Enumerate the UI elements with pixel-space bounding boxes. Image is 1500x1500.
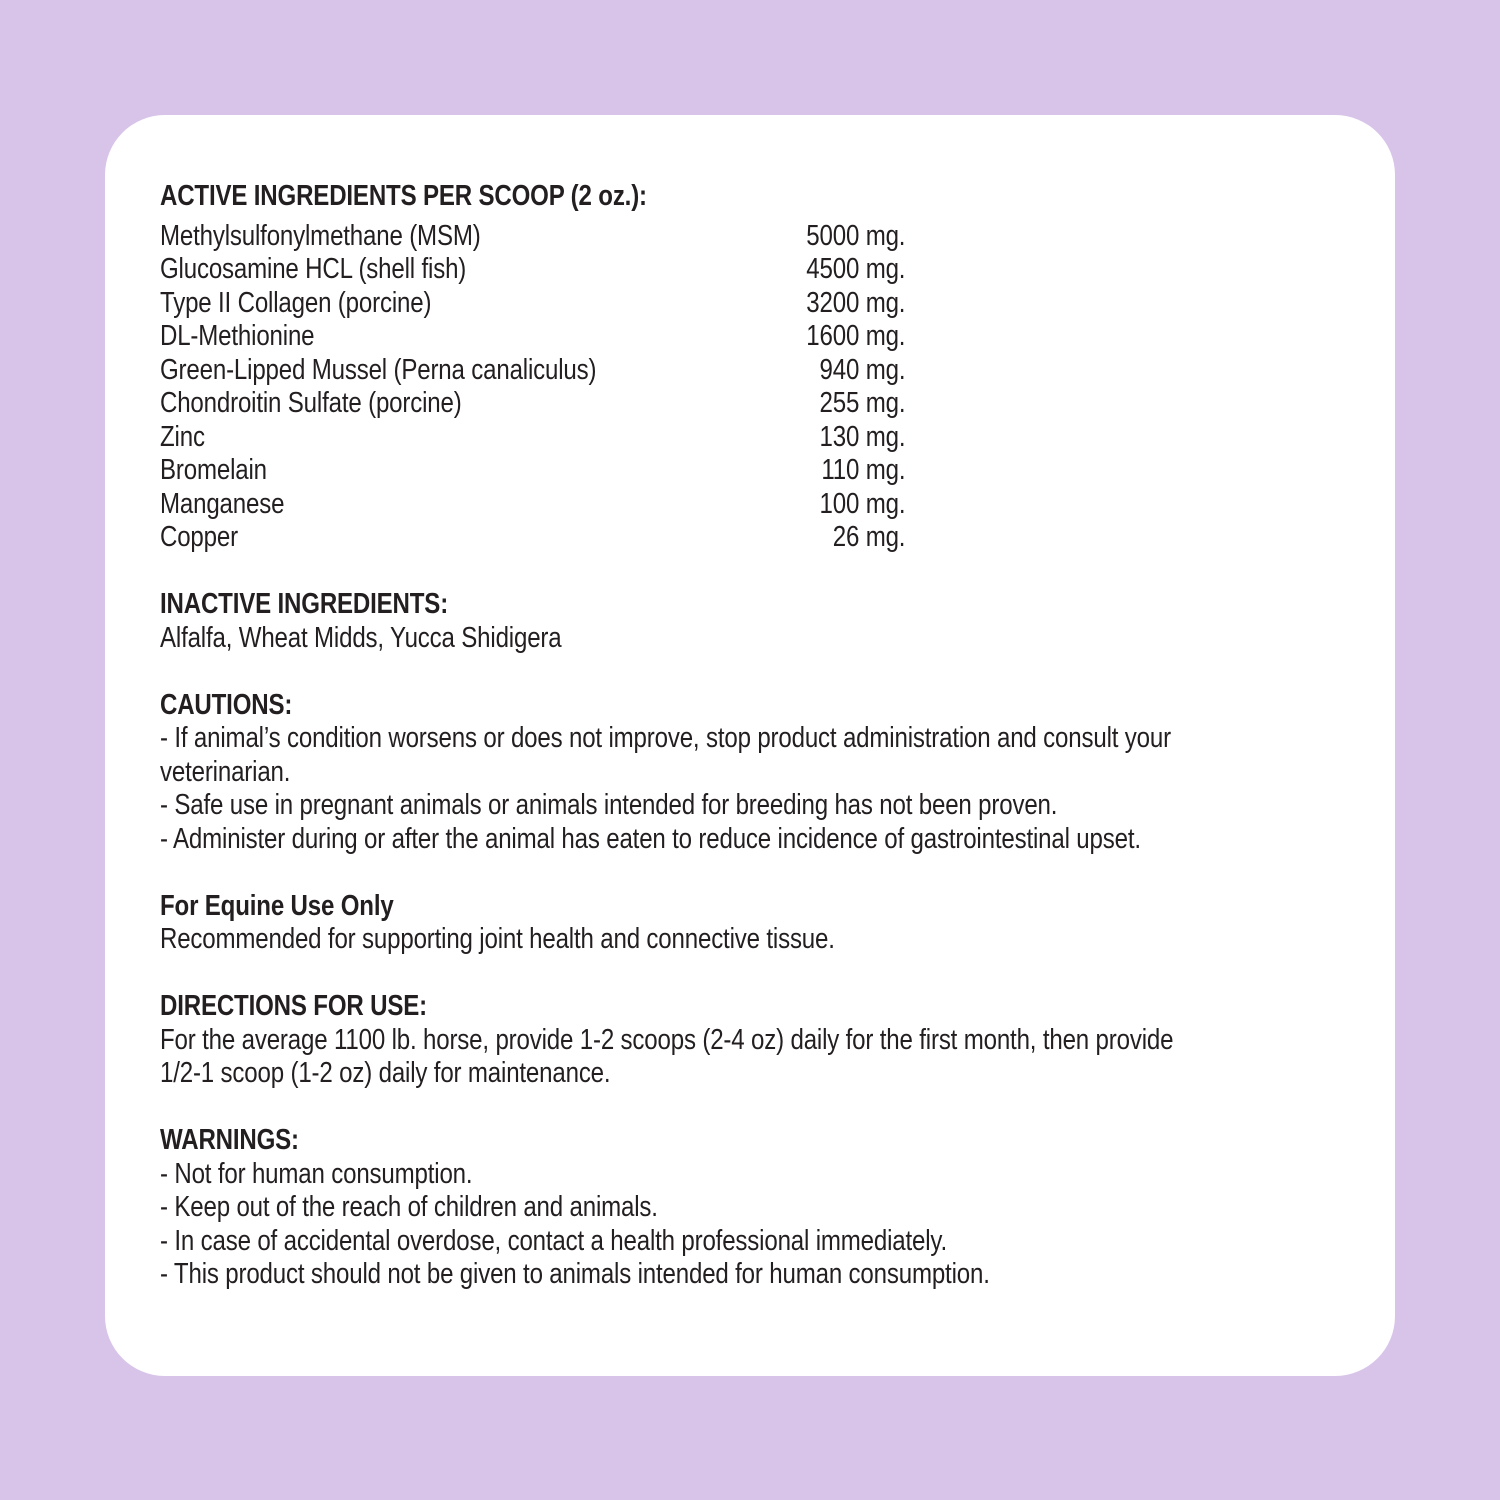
ingredient-name: Glucosamine HCL (shell fish) [160, 253, 467, 285]
ingredient-amount: 255 mg. [819, 387, 906, 419]
ingredient-name: Copper [160, 521, 238, 553]
warning-line: - In case of accidental overdose, contact a health professional immediately. [160, 1224, 948, 1257]
label-content [160, 180, 1355, 1292]
inactive-ingredients-heading: INACTIVE INGREDIENTS: [160, 588, 449, 620]
directions-line: For the average 1100 lb. horse, provide 1-2 scoops (2-4 oz) daily for the first month, then provide [160, 1023, 1174, 1056]
warning-line: - This product should not be given to animals intended for human consumption. [160, 1258, 990, 1290]
ingredient-amount: 110 mg. [821, 454, 906, 486]
caution-line: - Administer during or after the animal has eaten to reduce incidence of gastrointestinal upset. [160, 822, 1141, 855]
ingredient-name: Chondroitin Sulfate (porcine) [160, 387, 462, 419]
ingredient-row [160, 488, 905, 522]
warnings-heading: WARNINGS: [160, 1124, 299, 1156]
ingredient-amount: 940 mg. [819, 353, 906, 386]
equine-use-heading: For Equine Use Only [160, 889, 394, 922]
ingredient-amount: 130 mg. [819, 420, 906, 453]
ingredient-name: Zinc [160, 420, 205, 453]
cautions-heading: CAUTIONS: [160, 688, 293, 721]
ingredient-amount: 1600 mg. [806, 320, 906, 352]
warning-line: - Keep out of the reach of children and animals. [160, 1191, 658, 1223]
active-ingredients-heading: ACTIVE INGREDIENTS PER SCOOP (2 oz.): [160, 180, 647, 212]
ingredient-name: Methylsulfonylmethane (MSM) [160, 219, 481, 252]
caution-line: - If animal’s condition worsens or does not improve, stop product administration and consult your [160, 722, 1171, 754]
ingredient-name: Manganese [160, 487, 285, 520]
equine-use-text: Recommended for supporting joint health and connective tissue. [160, 923, 835, 955]
ingredient-row [160, 320, 905, 354]
ingredient-amount: 3200 mg. [806, 286, 906, 319]
ingredient-amount: 100 mg. [819, 487, 906, 520]
ingredient-row [160, 454, 905, 488]
directions-heading: DIRECTIONS FOR USE: [160, 990, 427, 1022]
label-card [105, 115, 1395, 1376]
ingredient-name: DL-Methionine [160, 320, 315, 352]
ingredient-amount: 4500 mg. [806, 253, 906, 285]
ingredient-row [160, 354, 905, 388]
ingredient-amount: 5000 mg. [806, 219, 906, 252]
ingredient-row [160, 220, 905, 254]
ingredient-name: Bromelain [160, 454, 267, 486]
ingredient-name: Green-Lipped Mussel (Perna canaliculus) [160, 353, 597, 386]
ingredient-name: Type II Collagen (porcine) [160, 286, 432, 319]
directions-line: 1/2-1 scoop (1-2 oz) daily for maintenance. [160, 1057, 611, 1089]
ingredient-row [160, 421, 905, 455]
ingredient-row [160, 387, 905, 421]
inactive-ingredients-text: Alfalfa, Wheat Midds, Yucca Shidigera [160, 621, 562, 654]
ingredient-row [160, 521, 905, 555]
ingredient-row [160, 287, 905, 321]
ingredient-row [160, 253, 905, 287]
caution-line: veterinarian. [160, 755, 291, 788]
warning-line: - Not for human consumption. [160, 1157, 473, 1190]
ingredient-amount: 26 mg. [832, 521, 906, 553]
caution-line: - Safe use in pregnant animals or animals intended for breeding has not been proven. [160, 789, 1058, 821]
